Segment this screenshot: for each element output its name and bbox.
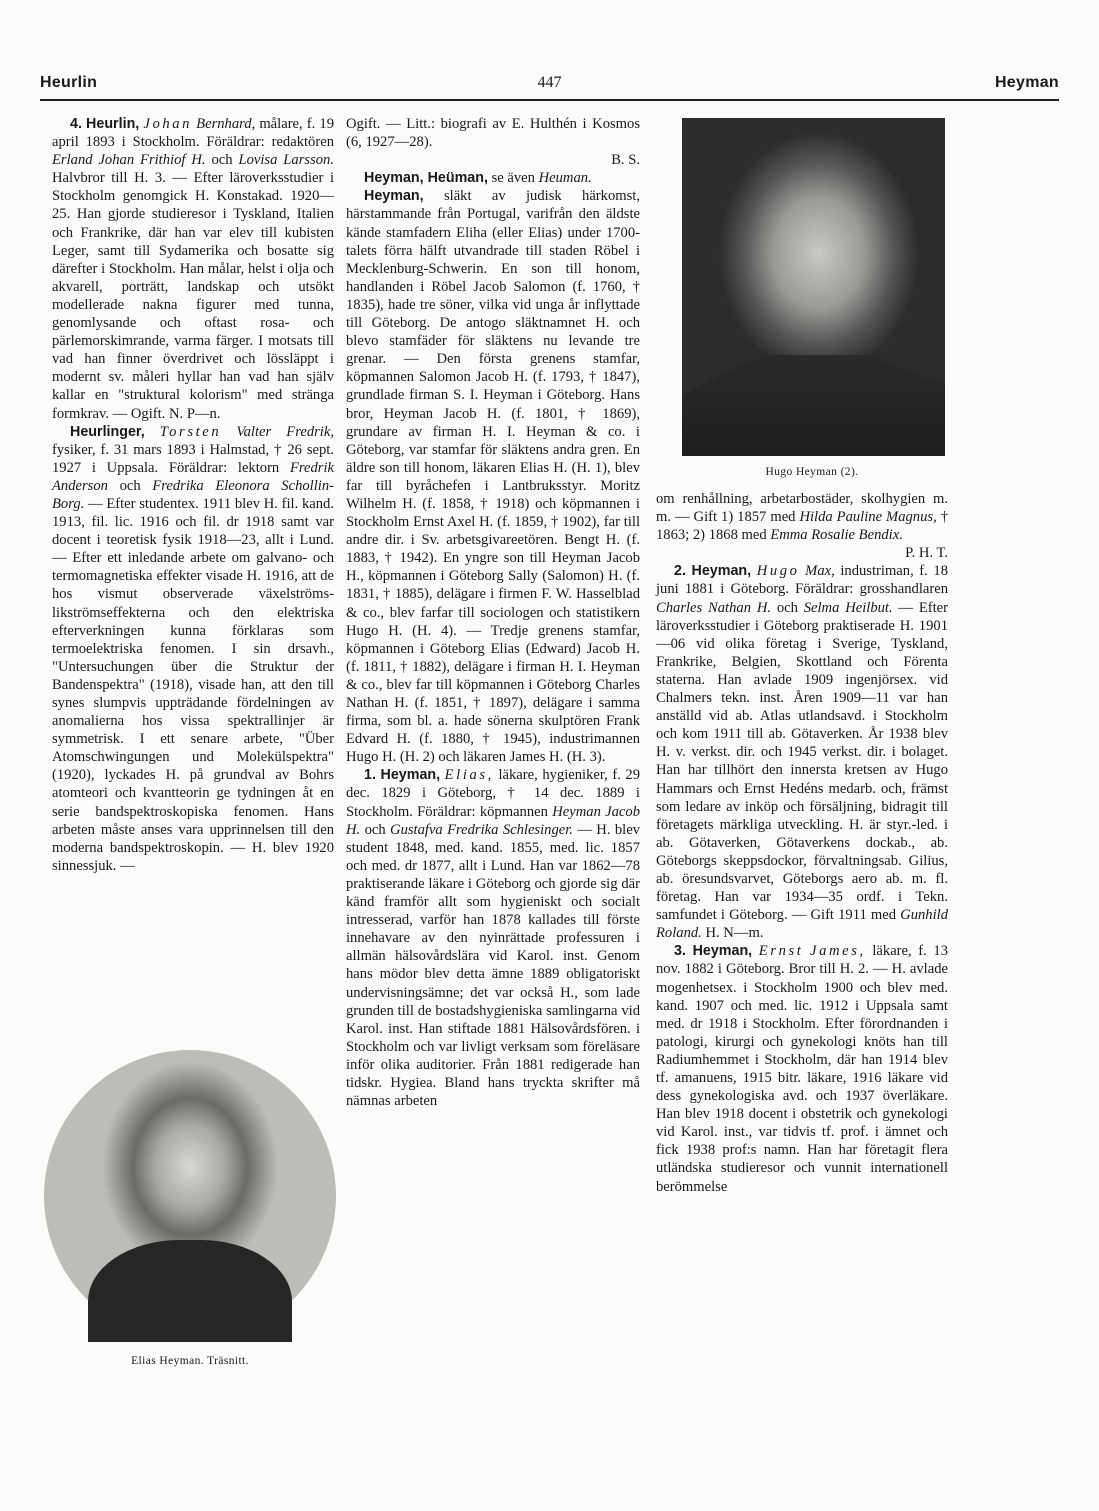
entry-text: — Efter läroverksstudier i Göteborg praktiserade H. 1901—06 vid olika företag i Sverige, Tyskland, Frankrike, Belgien, Skottland och Förenta staterna. Han avlade 1909 ingenjörsex. vid Chalmers tekn. inst. Åren 1909—11 var han anställd vid ab. Atlas utlandsavd. i Stockholm och kom 1911 till ab. Götaverken. År 1938 blev H. v. verkst. dir. och 1945 verkst. dir. i bolaget. Han har tillhört den innersta kretsen av Hugo Hammars och Ernst Hedéns medarb. och, främst som ledare av inköp och försäljning, bidragit till företagets märkliga utveckling. H. är styr.-led. i ab. Götaverken, Götaverkens dockab., ab. Göteborgs skeppsdockor, förvaltningsab. Gilius, ab. öresundsvarvet, Göteborgs aero ab. m. fl. företag. Han var 1934—35 ordf. i Tekn. samfundet i Göteborg. — Gift 1911 med	[656, 599, 949, 924]
entry-text: målare, f. 19 april 1893 i Stockholm. Föräldrar: redaktören	[52, 116, 334, 151]
entry-parent: Heyman Jacob H.	[346, 803, 641, 838]
header-right-word: Heyman	[994, 74, 1059, 91]
entry-number: 4.	[70, 116, 82, 132]
entry-headword: Heyman, Heüman,	[364, 170, 488, 187]
entry-number: 3.	[674, 943, 686, 960]
elias-heyman-portrait	[44, 1050, 336, 1342]
entry-parent: Selma Heilbut.	[803, 599, 893, 616]
header-rule	[40, 99, 1059, 101]
entry-heyman-crossref	[346, 169, 640, 187]
entry-number: 2.	[674, 563, 686, 580]
entry-wife: Emma Rosalie Bendix.	[770, 527, 903, 544]
entry-heyman-family	[346, 187, 640, 766]
entry-parent: Charles Nathan H.	[656, 599, 772, 616]
entry-text: fysiker, f. 31 mars 1893 i Halmstad, † 26 sept. 1927 i Uppsala. Föräldrar: lektorn	[52, 441, 334, 476]
entry-text: Halvbror till H. 3. — Efter läroverksstudier i Stockholm genomgick H. Konstakad. 1920—25. Han gjorde studieresor i Tyskland, Italien och Frankrike, där han var elev till kubisten Leger, samt till Sydamerika och bosatte sig därefter i Stockholm. Han målar, helst i olja och akvarell, porträtt, landskap och utsökt modellerade nakna figurer med tunna, genomlysande och oftast rosa- och pärlemorskimrande, varma färger. I motsats till vad han finner överdrivet och lössläppt i modernt sv. måleri hyllar han vad han själv kallar en "struktural kolorism" med stränga formkrav. — Ogift.	[52, 170, 334, 422]
entry-given-name: Hugo	[756, 563, 800, 580]
entry-parent: Fredrika Eleonora Schollin-Borg.	[52, 477, 334, 512]
entry-heyman-elias	[346, 766, 640, 1110]
entry-text: industriman, f. 18 juni 1881 i Göteborg. Föräldrar: grosshandlaren	[656, 563, 948, 598]
entry-given-name-2: James,	[810, 943, 866, 960]
entry-given-name: Ernst	[758, 943, 804, 960]
entry-headword: Heyman,	[691, 563, 752, 580]
page-number: 447	[537, 74, 562, 91]
entry-parent: Gustafva Fredrika Schlesinger.	[390, 821, 573, 838]
entry-headword: Heurlin,	[86, 116, 140, 132]
entry-headword: Heyman,	[364, 188, 424, 205]
hugo-heyman-portrait	[682, 118, 945, 456]
entry-signature: H. N—m.	[705, 925, 764, 942]
entry-text: se även	[487, 170, 539, 187]
entry-signature: B. S.	[611, 152, 640, 169]
entry-text: — Efter studentex. 1911 blev H. fil. kand. 1913, fil. lic. 1916 och fil. dr 1918 samt var docent i teoretisk fysik 1918—23, allt i Lund. — Efter ett inledande arbete om galvano- och termomagnetiska effekter visade H. 1916, att de hos vismut observerade växelströms-likströmseffekterna och den elektriska efterverkningen kunna förklaras som termoelektriska fenomen. I sin drsavh., "Untersuchungen über die Struktur der Bandenspektra" (1918), visade han, att den till synes slumpvis uppträdande fördelningen av anomalierna hos vissa spektrallinjer är symmetrisk. I ett senare arbete, "Über Atomschwingungen und Molekülspektra" (1920), lyckades H. på grundval av Bohrs atomteori och kvantteorin ge tydningen åt en serie bandspektroskopiska fenomen. Hans arbeten måste anses vara upprinnelsen till den moderna bandspektroskopin. — H. blev 1920 sinnessjuk. —	[52, 495, 334, 874]
entry-parent: Fredrik Anderson	[52, 459, 334, 494]
entry-text: och	[107, 477, 153, 494]
entry-parent: Lovisa Larsson.	[238, 152, 335, 169]
entry-text: släkt av judisk härkomst, härstammande från Portugal, varifrån den äldste kände stamfadern Eliha (eller Elias) under 1700-talets förra hälft utvandrade till staden Röbel i Mecklenburg-Schwerin. En son till honom, handlanden i Röbel Jacob Salomon (f. 1760, † 1835), hade tre söner, vilka vid unga år inflyttade till Göteborg. De antogo släktnamnet H. och blevo stamfäder för släktens nu levande tre grenar. — Den första grenens stamfar, köpmannen Salomon Jacob H. (f. 1793, † 1847), grundlade firman S. I. Heyman i Göteborg. Hans bror, Heyman Jacob H. (f. 1801, † 1869), grundare av firman H. I. Heyman & co. i Göteborg, var stamfar för släktens andra gren. En äldre son till honom, läkaren Elias H. (H. 1), blev far till byråchefen i Lantbruksstyr. Moritz Wilhelm H. (f. 1858, † 1918) och köpmannen i Stockholm Ernst Axel H. (f. 1859, † 1902), far till andre dir. i Sv. arbetsgivareetören. Bengt H. (f. 1883, † 1942). En yngre son till Heyman Jacob H., köpmannen i Göteborg Sally (Salomon) H. (f. 1831, † 1885), delägare i firmen F. W. Hasselblad & co., blev farfar till sociologen och statistikern Hugo H. (H. 4). — Tredje grenens stamfar, köpmannen i Göteborg Elias (Edward) Jacob H. (f. 1811, † 1882), delägare i firman H. I. Heyman & co., blev far till köpmannen i Göteborg Charles Nathan H. (f. 1851, † 1897), delägare i samma firma, som bl. a. hade sönerna skulptören Frank Edvard H. (f. 1880, † 1945), industrimannen Hugo H. (H. 2) och läkaren James H. (H. 3).	[346, 188, 640, 766]
entry-wife: Gunhild Roland.	[656, 907, 948, 942]
entry-parent: Erland Johan Frithiof H.	[52, 152, 206, 169]
entry-text: och	[771, 599, 804, 616]
portrait-coat	[88, 1240, 292, 1342]
entry-headword: Heyman,	[692, 943, 753, 960]
entry-given-name: Elias,	[444, 767, 494, 784]
header-left-word: Heurlin	[40, 74, 98, 91]
entry-text: och	[205, 152, 239, 169]
running-header	[40, 74, 1059, 100]
entry-ref: Heuman.	[538, 170, 592, 187]
entry-text: läkare, hygieniker, f. 29 dec. 1829 i Göteborg, † 14 dec. 1889 i Stockholm. Föräldrar: köpmannen	[346, 767, 640, 820]
entry-text: — H. blev student 1848, med. kand. 1855, med. lic. 1857 och med. dr 1877, allt i Lund. Han var 1862—78 praktiserande läkare i Göteborg och gjorde sig där känd framför allt som hygieniskt och socialt intresserad, varför han 1878 kallades till förste innehavare av den nyinrättade professuren i allmän hälsovårdslära vid Karol. inst. Genom hans mödor blev detta ämne 1889 obligatoriskt undervisningsämne; det var också H., som lade grunden till de bostadshygieniska samlingarna vid Karol. inst. Han stiftade 1881 Hälsovårdsfören. i Stockholm och var livligt verksam som föreläsare inför olika auditorier. Från 1881 redigerade han tidskr. Hygiea. Bland hans tryckta skrifter må nämnas arbeten	[346, 821, 640, 1110]
entry-signature: N. P—n.	[169, 405, 221, 422]
entry-headword: Heyman,	[380, 767, 441, 784]
entry-heurlin-johan	[52, 115, 334, 423]
column-1	[52, 115, 334, 875]
column-2	[346, 115, 640, 1110]
entry-given-name-2: Max,	[805, 563, 835, 580]
entry-given-name-2: Valter Fredrik,	[236, 423, 334, 440]
entry-signature: P. H. T.	[905, 545, 948, 562]
entry-text: Ogift. — Litt.: biografi av E. Hulthén i Kosmos (6, 1927—28).	[346, 116, 640, 151]
entry-continuation	[346, 115, 640, 169]
entry-headword: Heurlinger,	[70, 423, 145, 440]
entry-text: † 1863; 2) 1868 med	[656, 509, 948, 544]
entry-number: 1.	[364, 767, 376, 784]
entry-text: och	[360, 821, 391, 838]
entry-heurlinger-torsten	[52, 423, 334, 875]
entry-given-name-2: Bernhard,	[196, 116, 256, 132]
entry-given-name: Johan	[143, 116, 193, 132]
portrait-suit	[682, 355, 945, 456]
entry-continuation	[656, 490, 948, 562]
caption-elias: Elias Heyman. Träsnitt.	[131, 1355, 249, 1367]
entry-heyman-hugo	[656, 562, 948, 942]
entry-given-name: Torsten	[159, 423, 222, 440]
caption-hugo: Hugo Heyman (2).	[765, 466, 859, 478]
entry-wife: Hilda Pauline Magnus,	[799, 509, 937, 526]
entry-heyman-james	[656, 942, 948, 1195]
entry-text: läkare, f. 13 nov. 1882 i Göteborg. Bror till H. 2. — H. avlade mogenhetsex. i Stockholm 1900 och blev med. kand. 1907 och med. lic. 1912 i Uppsala samt med. dr 1918 i Stockholm. Efter förordnanden i patologi, kirurgi och gynekologi knöts han till Radiumhemmet i Stockholm, där han 1914 blev tf. amanuens, 1915 bitr. läkare, 1916 läkare vid dess gynekologiska avd. och 1937 överläkare. Han blev 1918 docent i obstetrik och gynekologi vid Karol. inst., var tidvis tf. prof. i ämnet och fick 1938 prof:s namn. Han har företagit flera utländska studieresor och vunnit internationell berömmelse	[656, 943, 949, 1195]
entry-text: om renhållning, arbetarbostäder, skolhygien m. m. — Gift 1) 1857 med	[656, 491, 948, 526]
column-3	[656, 490, 948, 1196]
